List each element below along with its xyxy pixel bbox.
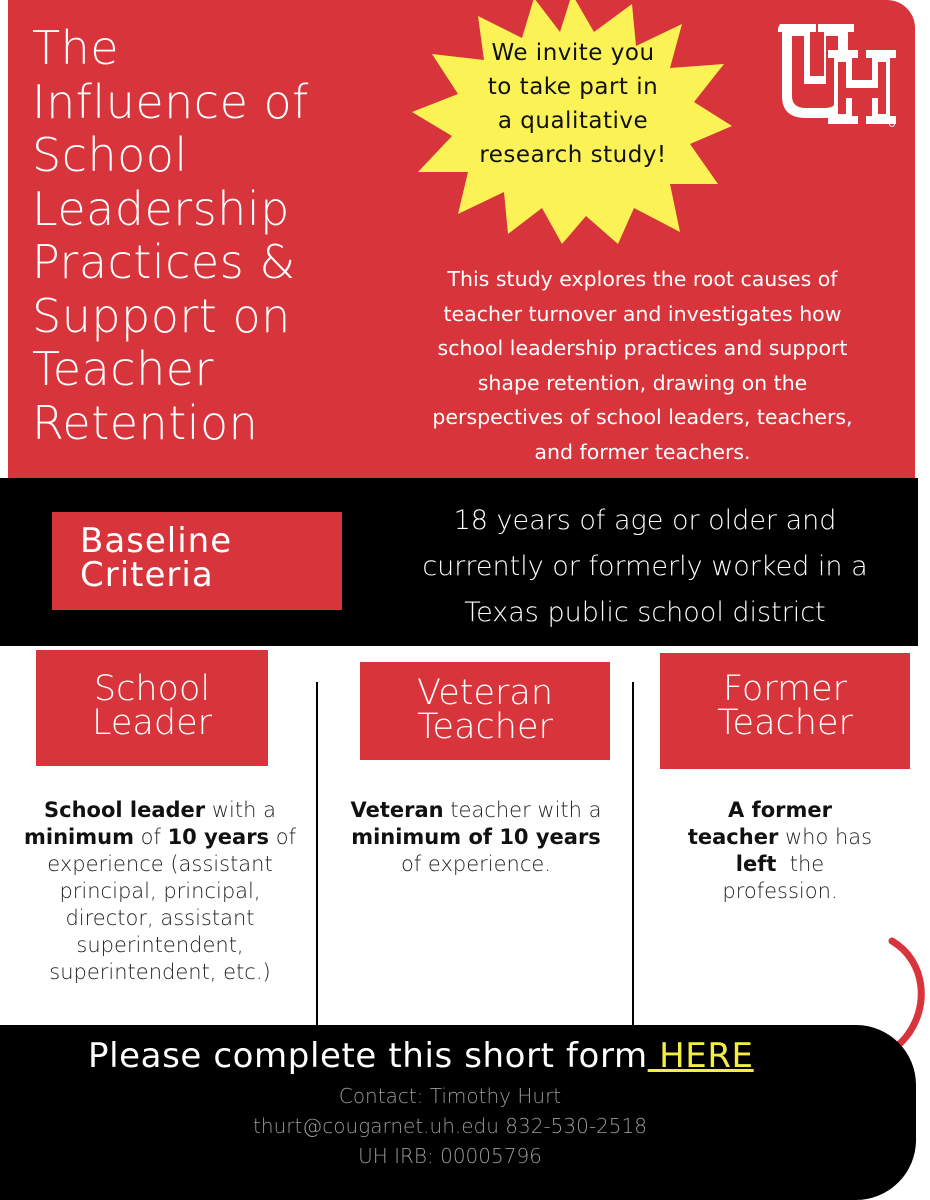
role-desc-veteran-teacher: [322, 797, 630, 878]
criteria-line: currently or formerly worked in a: [422, 551, 868, 582]
role-title-former-teacher: [660, 669, 910, 743]
desc-line: minimum of 10 years: [351, 825, 601, 849]
desc-line: Veteran teacher with a: [350, 798, 602, 822]
contact-name: Contact: Timothy Hurt: [338, 1084, 562, 1108]
description-line: teacher turnover and investigates how: [443, 301, 842, 326]
description-line: This study explores the root causes of: [447, 267, 838, 291]
desc-line: experience (assistant: [47, 852, 273, 876]
desc-line: profession.: [722, 879, 838, 903]
description-line: and former teachers.: [534, 439, 751, 464]
title-line: Practices &: [32, 235, 296, 289]
desc-line: School leader with a: [44, 798, 276, 822]
role-title-school-leader: [36, 669, 268, 743]
criteria-line: 18 years of age or older and: [453, 505, 837, 536]
title-line: Retention: [32, 395, 259, 450]
study-description: [380, 262, 905, 469]
description-line: perspectives of school leaders, teachers,: [432, 405, 853, 429]
title-line: Leadership: [32, 181, 290, 236]
role-title-line: Teacher: [717, 703, 853, 743]
role-title-line: Veteran: [416, 673, 554, 713]
desc-line: teacher who has: [687, 825, 873, 849]
criteria-label-line: Criteria: [80, 555, 214, 595]
invitation-line: research study!: [479, 142, 667, 168]
irb-number: UH IRB: 00005796: [358, 1144, 542, 1168]
invitation-line: a qualitative: [497, 108, 649, 134]
criteria-text: [372, 498, 918, 636]
description-line: shape retention, drawing on the: [477, 370, 808, 395]
title-line: The: [32, 21, 120, 75]
desc-line: superintendent,: [76, 933, 244, 957]
desc-line: superintendent, etc.): [49, 960, 271, 984]
desc-line: A former: [728, 798, 832, 822]
role-title-line: Leader: [91, 703, 212, 743]
invitation-line: to take part in: [487, 74, 659, 100]
cta-text: [88, 1032, 828, 1080]
study-title: [32, 22, 362, 450]
role-title-veteran-teacher: [360, 673, 610, 747]
contact-info: [200, 1081, 700, 1171]
invitation-text: [448, 36, 698, 172]
criteria-label-line: Baseline: [80, 521, 233, 561]
title-line: Support on: [32, 288, 291, 343]
cta-label: Please complete this short form: [88, 1036, 648, 1076]
form-link[interactable]: HERE: [647, 1036, 754, 1076]
invitation-line: We invite you: [491, 40, 655, 66]
column-divider: [632, 682, 634, 1026]
criteria-label: [80, 521, 320, 595]
desc-line: left the: [735, 852, 825, 876]
title-line: School: [32, 128, 188, 182]
uh-logo: [778, 20, 898, 132]
role-title-line: Former: [722, 669, 848, 709]
role-title-line: School: [93, 669, 211, 709]
column-divider: [316, 682, 318, 1026]
role-desc-former-teacher: [640, 797, 920, 905]
desc-line: of experience.: [401, 852, 551, 876]
title-line: Influence of: [32, 74, 309, 129]
description-line: school leadership practices and support: [437, 336, 848, 360]
desc-line: principal, principal,: [59, 879, 261, 903]
desc-line: director, assistant: [65, 906, 255, 930]
contact-email-phone[interactable]: thurt@cougarnet.uh.edu 832-530-2518: [253, 1114, 647, 1138]
criteria-line: Texas public school district: [464, 597, 826, 628]
title-line: Teacher: [32, 342, 214, 396]
desc-line: minimum of 10 years of: [24, 825, 296, 849]
role-title-line: Teacher: [417, 707, 553, 747]
role-desc-school-leader: [10, 797, 310, 986]
